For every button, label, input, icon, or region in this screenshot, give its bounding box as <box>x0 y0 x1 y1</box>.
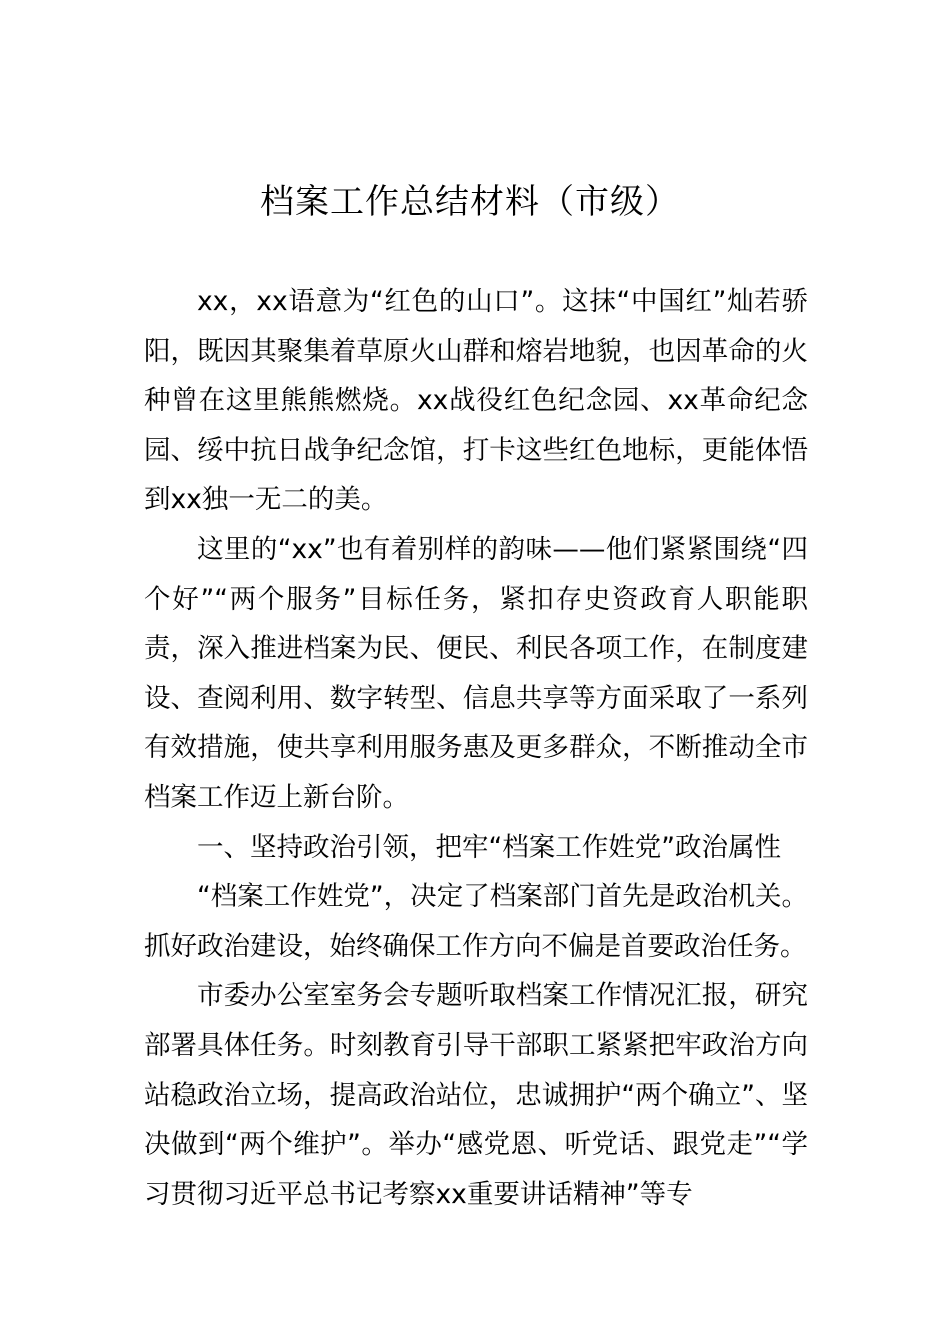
paragraph-summary: 这里的“xx”也有着别样的韵味——他们紧紧围绕“四个好”“两个服务”目标任务，紧扣存史资政育人职能职责，深入推进档案为民、便民、利民各项工作，在制度建设、查阅利用、数字转型、信息共享等方面采取了一系列有效措施，使共享利用服务惠及更多群众，不断推动全市档案工作迈上新台阶。 <box>144 533 808 813</box>
paragraph-intro: xx，xx语意为“红色的山口”。这抹“中国红”灿若骄阳，既因其聚集着草原火山群和熔岩地貌，也因革命的火种曾在这里熊熊燃烧。xx战役红色纪念园、xx革命纪念园、绥中抗日战争纪念馆，打卡这些红色地标，更能体悟到xx独一无二的美。 <box>144 286 808 516</box>
paragraph-party-nature: “档案工作姓党”，决定了档案部门首先是政治机关。抓好政治建设，始终确保工作方向不偏是首要政治任务。 <box>144 881 808 962</box>
section-heading-1: 一、坚持政治引领，把牢“档案工作姓党”政治属性 <box>197 831 781 863</box>
paragraph-office-meeting: 市委办公室室务会专题听取档案工作情况汇报，研究部署具体任务。时刻教育引导干部职工紧紧把牢政治方向站稳政治立场，提高政治站位，忠诚拥护“两个确立”、坚决做到“两个维护”。举办“感党恩、听党话、跟党走”“学习贯彻习近平总书记考察xx重要讲话精神”等专 <box>144 980 808 1210</box>
document-title: 档案工作总结材料（市级） <box>260 182 680 222</box>
document-body <box>144 277 808 1219</box>
